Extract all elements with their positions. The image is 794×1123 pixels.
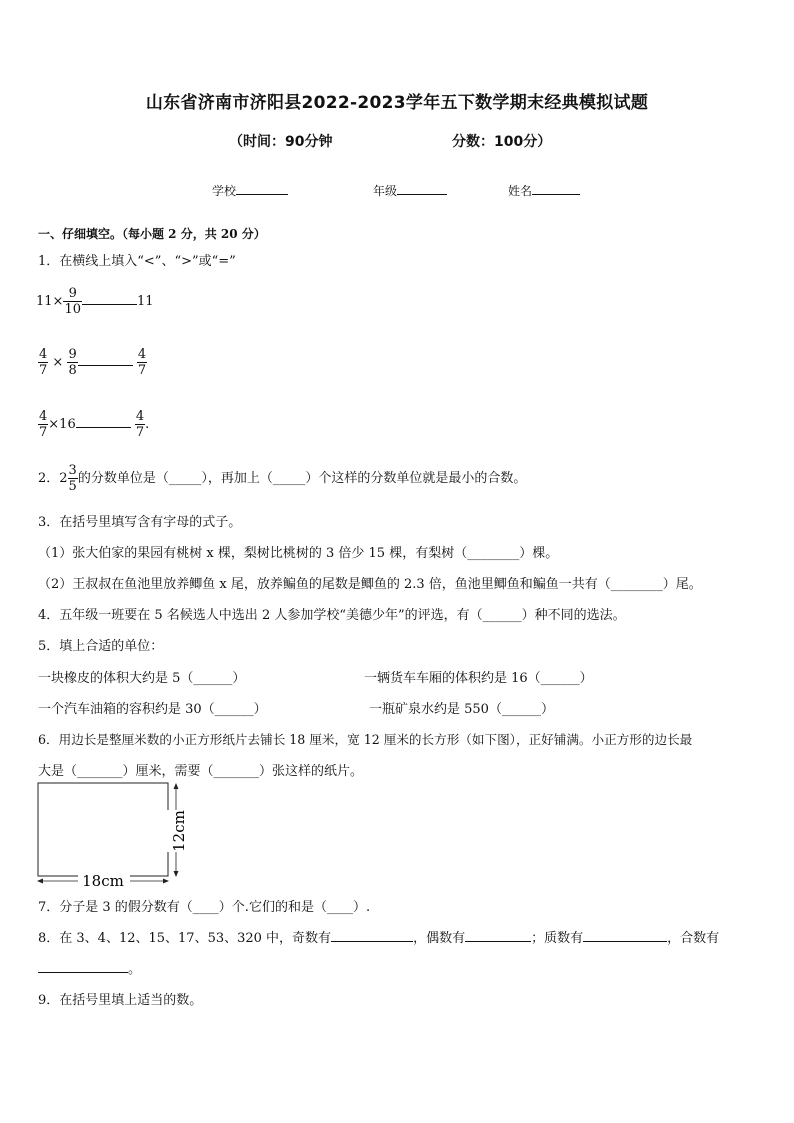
height-arrow-top [174,783,179,789]
width-label: 18cm [82,872,124,890]
q6-line-1: 6．用边长是整厘米数的小正方形纸片去铺长 18 厘米，宽 12 厘米的长方形（如下图），正好铺满。小正方形的边长最 [38,732,693,747]
school-field[interactable] [212,181,288,199]
q8-line-2 [38,958,141,977]
exam-time: （时间：90分钟 [229,134,333,150]
q6-line-2: 大是（_______）厘米，需要（_______）张这样的纸片。 [38,764,364,779]
q8-composite-blank[interactable] [38,958,128,973]
width-arrow-left [37,879,43,884]
exam-score: 分数：100分） [452,134,552,150]
name-blank[interactable] [532,181,580,195]
q1c-op: ×16 [48,417,76,432]
q3-part-2: （2）王叔叔在鱼池里放养鲫鱼 x 尾，放养鳊鱼的尾数是鲫鱼的 2.3 倍，鱼池里鲫鱼和鳊鱼一共有（________）尾。 [38,577,702,592]
q5-item-a: 一块橡皮的体积大约是 5（______） [38,671,246,686]
grade-blank[interactable] [397,181,447,195]
q5-item-c: 一个汽车油箱的容积约是 30（______） [38,702,267,717]
q1b-fraction-1: $\frac{4}{7}$ [39,347,48,378]
q8-end: 。 [128,962,142,977]
q1-item-b [38,347,147,378]
q4: 4．五年级一班要在 5 名候选人中选出 2 人参加学校“美德少年”的评选，有（______）种不同的选法。 [38,608,626,623]
q2-fraction: $\frac{3}{5}$ [68,463,77,494]
q7: 7．分子是 3 的假分数有（____）个.它们的和是（____）. [38,900,371,915]
q8-text-b: ，偶数有 [413,931,466,946]
q1b-fraction-3: $\frac{4}{7}$ [137,347,147,378]
q1c-fraction-2: $\frac{4}{7}$ [135,409,145,440]
q5-stem: 5．填上合适的单位： [38,639,164,654]
width-arrow-right [163,879,169,884]
q1a-blank[interactable] [82,290,137,305]
q2-text: 的分数单位是（_____），再加上（_____）个这样的分数单位就是最小的合数。 [77,471,527,486]
q8-text-d: ，合数有 [667,931,720,946]
rectangle-figure [34,780,194,890]
q8-text-a: 8．在 3、4、12、15、17、53、320 中，奇数有 [38,931,332,946]
q8-even-blank[interactable] [465,927,531,942]
q1-item-a [36,286,154,317]
q3-part-1: （1）张大伯家的果园有桃树 x 棵，梨树比桃树的 3 倍少 15 棵，有梨树（________）棵。 [38,546,559,561]
q1a-right: 11 [136,294,154,309]
q1c-period: . [145,417,150,432]
q8-text-c: ；质数有 [531,931,584,946]
q1-item-c [38,409,149,440]
q9: 9．在括号里填上适当的数。 [38,993,203,1008]
grade-label: 年级 [373,184,398,198]
q1a-left: 11× [36,294,64,309]
name-label: 姓名 [508,184,533,198]
section-heading: 一、仔细填空。（每小题 2 分，共 20 分） [38,227,266,241]
q8-odd-blank[interactable] [331,927,413,942]
q8-line-1 [38,927,719,946]
height-label: 12cm [170,810,188,852]
page-title: 山东省济南市济阳县2022-2023学年五下数学期末经典模拟试题 [145,93,649,113]
height-arrow-bottom [174,871,179,877]
q1b-fraction-2: $\frac{9}{8}$ [68,347,77,378]
rectangle-shape [38,783,168,876]
q1b-op: × [52,355,64,370]
q8-prime-blank[interactable] [583,927,667,942]
q1b-blank[interactable] [78,351,133,366]
q1c-fraction-1: $\frac{4}{7}$ [39,409,48,440]
q3-stem: 3．在括号里填写含有字母的式子。 [38,515,242,530]
school-blank[interactable] [236,181,288,195]
q5-item-d: 一瓶矿泉水约是 550（______） [369,702,554,717]
q2-prefix: 2．2 [38,471,68,486]
school-label: 学校 [212,184,237,198]
q1-stem: 1．在横线上填入“<”、“>”或“=” [38,254,236,269]
q2 [38,463,526,494]
grade-field[interactable] [373,181,447,199]
name-field[interactable] [508,181,580,199]
q1c-blank[interactable] [76,413,131,428]
q1a-fraction: $\frac{9}{10}$ [64,286,81,317]
q5-item-b: 一辆货车车厢的体积约是 16（______） [364,671,593,686]
